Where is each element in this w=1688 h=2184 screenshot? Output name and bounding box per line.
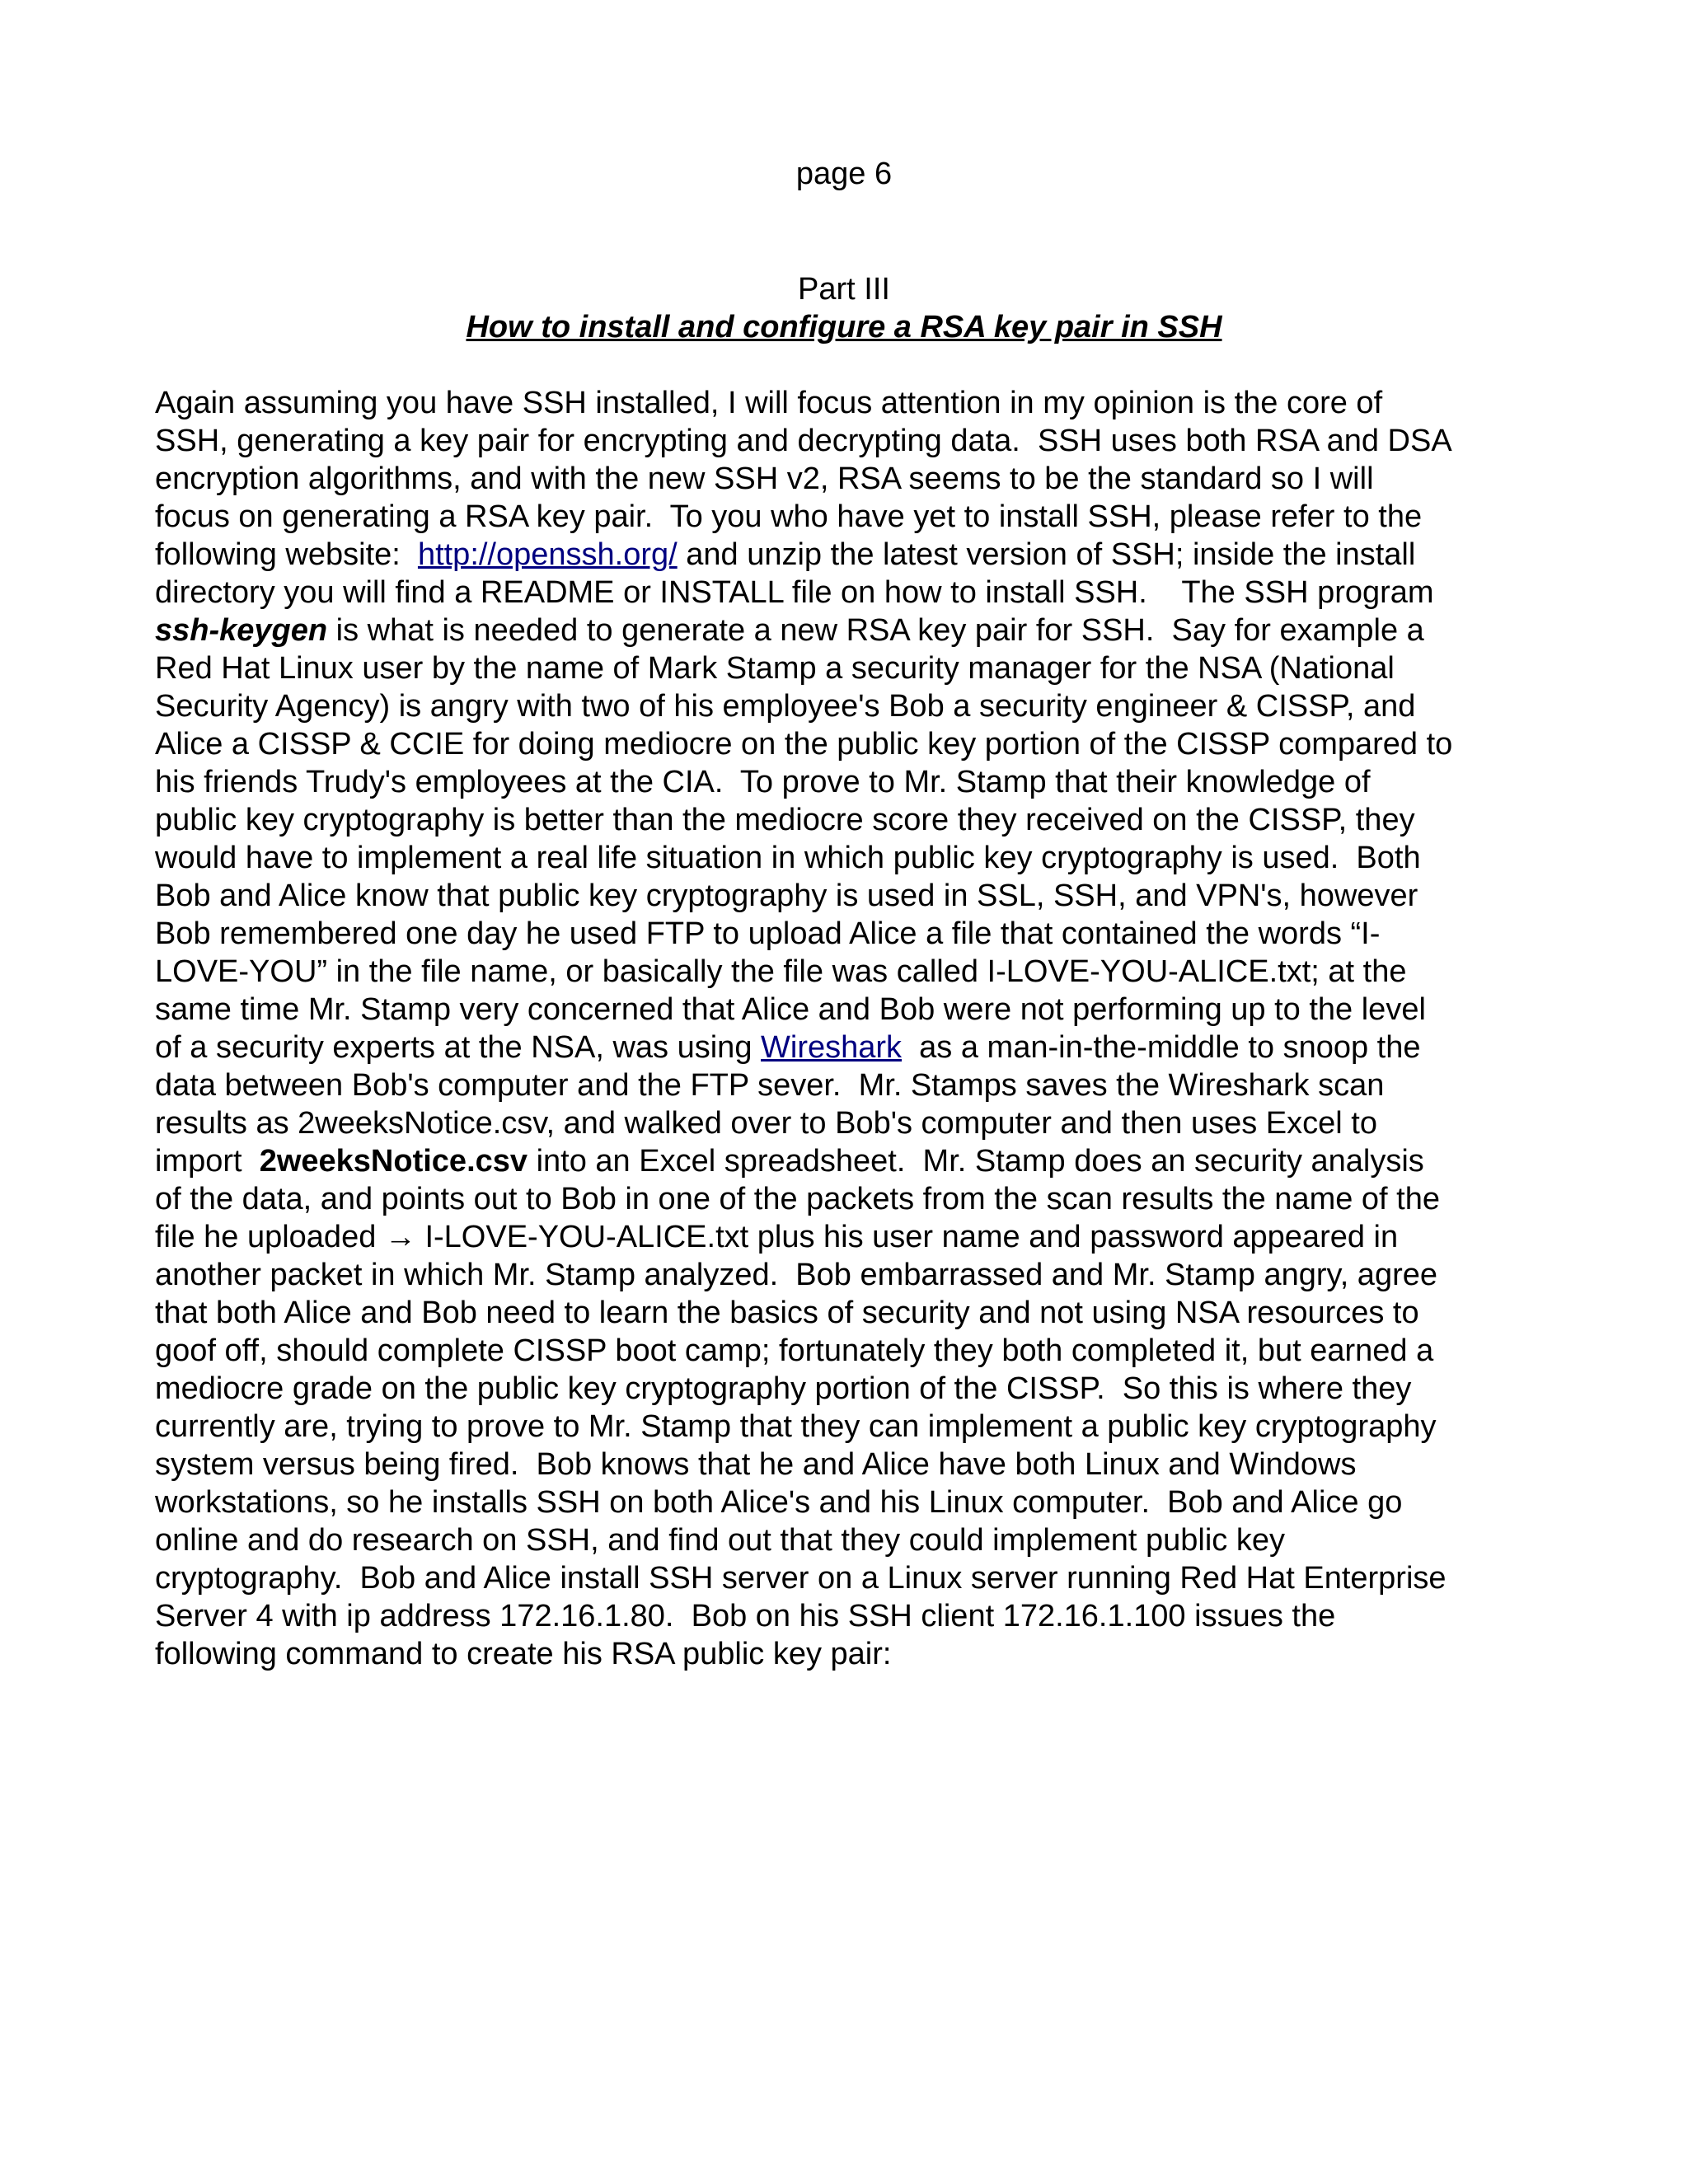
- body-line: Security Agency) is angry with two of his employee's Bob a security engineer & CISSP, and: [155, 689, 1416, 724]
- body-line: directory you will find a README or INSTALL file on how to install SSH. The SSH program: [155, 575, 1434, 610]
- body-line: following command to create his RSA public key pair:: [155, 1637, 892, 1671]
- body-line: Server 4 with ip address 172.16.1.80. Bob on his SSH client 172.16.1.100 issues the: [155, 1599, 1336, 1633]
- body-text-segment: is what is needed to generate a new RSA key pair for SSH. Say for example a: [327, 613, 1424, 648]
- body-line: encryption algorithms, and with the new SSH v2, RSA seems to be the standard so I will: [155, 462, 1374, 496]
- part-label: Part III: [798, 272, 890, 307]
- body-line: same time Mr. Stamp very concerned that Alice and Bob were not performing up to the level: [155, 992, 1426, 1027]
- body-line: [155, 612, 1556, 649]
- body-line: [155, 1142, 1556, 1180]
- body-line: Bob and Alice know that public key cryptography is used in SSL, SSH, and VPN's, however: [155, 879, 1418, 913]
- ssh-keygen-command: ssh-keygen: [155, 613, 328, 648]
- body-line: online and do research on SSH, and find out that they could implement public key: [155, 1523, 1285, 1558]
- body-line: that both Alice and Bob need to learn the basics of security and not using NSA resources to: [155, 1296, 1419, 1330]
- body-paragraph: [155, 384, 1556, 1673]
- body-text-segment: import: [155, 1144, 260, 1179]
- body-text-segment: as a man-in-the-middle to snoop the: [902, 1030, 1421, 1065]
- body-line: SSH, generating a key pair for encrypting and decrypting data. SSH uses both RSA and DSA: [155, 424, 1452, 458]
- body-line: Red Hat Linux user by the name of Mark Stamp a security manager for the NSA (National: [155, 651, 1395, 686]
- body-text-segment: following website:: [155, 537, 418, 572]
- body-text-segment: and unzip the latest version of SSH; inside the install: [677, 537, 1416, 572]
- body-line: [155, 536, 1556, 574]
- body-line: file he uploaded → I-LOVE-YOU-ALICE.txt plus his user name and password appeared in: [155, 1220, 1399, 1254]
- body-line: goof off, should complete CISSP boot camp; fortunately they both completed it, but earned a: [155, 1333, 1434, 1368]
- body-line: his friends Trudy's employees at the CIA. To prove to Mr. Stamp that their knowledge of: [155, 765, 1371, 799]
- body-line: data between Bob's computer and the FTP sever. Mr. Stamps saves the Wireshark scan: [155, 1068, 1385, 1103]
- body-line: Alice a CISSP & CCIE for doing mediocre on the public key portion of the CISSP compared to: [155, 727, 1453, 762]
- body-line: cryptography. Bob and Alice install SSH server on a Linux server running Red Hat Enterprise: [155, 1561, 1447, 1596]
- body-line: another packet in which Mr. Stamp analyzed. Bob embarrassed and Mr. Stamp angry, agree: [155, 1258, 1437, 1292]
- body-line: mediocre grade on the public key cryptography portion of the CISSP. So this is where they: [155, 1371, 1412, 1406]
- body-text-segment: of a security experts at the NSA, was using: [155, 1030, 762, 1065]
- wireshark-link[interactable]: Wireshark: [761, 1030, 903, 1065]
- body-line: [155, 1029, 1556, 1066]
- body-line: would have to implement a real life situation in which public key cryptography is used. Both: [155, 841, 1421, 875]
- csv-filename: 2weeksNotice.csv: [259, 1144, 528, 1179]
- body-line: Bob remembered one day he used FTP to upload Alice a file that contained the words “I-: [155, 916, 1381, 951]
- body-line: LOVE-YOU” in the file name, or basically the file was called I-LOVE-YOU-ALICE.txt; at the: [155, 954, 1407, 989]
- openssh-link[interactable]: http://openssh.org/: [417, 537, 678, 572]
- page-number: page 6: [795, 157, 893, 191]
- body-line: public key cryptography is better than the mediocre score they received on the CISSP, they: [155, 803, 1415, 837]
- body-line: focus on generating a RSA key pair. To you who have yet to install SSH, please refer to the: [155, 499, 1423, 534]
- section-title: How to install and configure a RSA key pair in SSH: [466, 310, 1222, 344]
- body-line: workstations, so he installs SSH on both Alice's and his Linux computer. Bob and Alice go: [155, 1485, 1403, 1520]
- body-line: currently are, trying to prove to Mr. Stamp that they can implement a public key cryptography: [155, 1409, 1437, 1444]
- body-line: of the data, and points out to Bob in one of the packets from the scan results the name of the: [155, 1182, 1440, 1216]
- body-line: results as 2weeksNotice.csv, and walked over to Bob's computer and then uses Excel to: [155, 1106, 1377, 1141]
- body-line: system versus being fired. Bob knows that he and Alice have both Linux and Windows: [155, 1447, 1357, 1482]
- body-line: Again assuming you have SSH installed, I will focus attention in my opinion is the core of: [155, 386, 1383, 420]
- body-text-segment: into an Excel spreadsheet. Mr. Stamp does an security analysis: [528, 1144, 1424, 1179]
